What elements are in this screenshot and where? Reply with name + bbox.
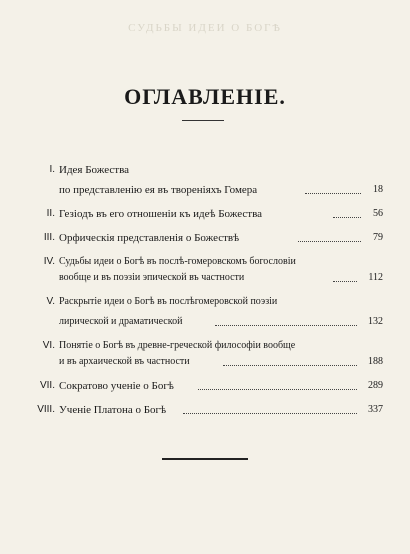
- dot-leader: [298, 241, 361, 242]
- entry-number: VIII.: [37, 404, 55, 415]
- entry-text: Судьбы идеи о Богѣ въ послѣ-гомеровскомъ богословіи: [59, 256, 296, 267]
- dot-leader: [215, 325, 357, 326]
- entry-text: Орфическія представленія о Божествѣ: [59, 232, 240, 244]
- toc-entry: [33, 294, 383, 330]
- entry-page: 132: [368, 316, 383, 327]
- dot-leader: [333, 217, 361, 218]
- entry-text: Раскрытіе идеи о Богѣ въ послѣгомеровской поэзіи: [59, 296, 278, 307]
- entry-number: I.: [49, 164, 55, 175]
- entry-text: Гезіодъ въ его отношеніи къ идеѣ Божества: [59, 208, 263, 220]
- entry-text: вообще и въ поэзіи эпической въ частности: [59, 272, 245, 283]
- entry-page: 337: [368, 404, 383, 415]
- entry-text: Сократово ученіе о Богѣ: [59, 380, 174, 392]
- toc-entry: [33, 162, 383, 198]
- entry-number: VII.: [39, 380, 55, 391]
- dot-leader: [198, 389, 357, 390]
- entry-page: 79: [373, 232, 383, 243]
- entry-text: по представленію ея въ твореніяхъ Гомера: [59, 184, 258, 196]
- entry-text: и въ архаической въ частности: [59, 356, 190, 367]
- dot-leader: [333, 281, 357, 282]
- title-rule: [182, 120, 224, 121]
- toc-entry: [33, 230, 383, 246]
- entry-number: IV.: [43, 256, 55, 267]
- dot-leader: [305, 193, 361, 194]
- entry-page: 18: [373, 184, 383, 195]
- dot-leader: [223, 365, 357, 366]
- toc-entry: [33, 206, 383, 222]
- entry-page: 188: [368, 356, 383, 367]
- toc-entry: [33, 402, 383, 418]
- page-title: ОГЛАВЛЕНІЕ.: [124, 84, 286, 109]
- bleed-through-text: СУДЬБЫ ИДЕИ О БОГѢ: [128, 22, 282, 34]
- entry-page: 112: [368, 272, 383, 283]
- toc-entry: [33, 254, 383, 286]
- entry-text: Понятіе о Богѣ въ древне-греческой философіи вообще: [59, 340, 296, 351]
- entry-number: VI.: [42, 340, 55, 351]
- entry-heading: Идея Божества: [59, 164, 130, 176]
- entry-number: III.: [43, 232, 55, 243]
- entry-text: лирической и драматической: [59, 316, 183, 327]
- toc-entry: [33, 338, 383, 370]
- closing-rule: [162, 458, 248, 460]
- entry-number: V.: [46, 296, 55, 307]
- toc-entry: [33, 378, 383, 394]
- entry-number: II.: [46, 208, 55, 219]
- entry-page: 56: [373, 208, 383, 219]
- entry-page: 289: [368, 380, 383, 391]
- entry-text: Ученіе Платона о Богѣ: [59, 404, 167, 416]
- dot-leader: [183, 413, 357, 414]
